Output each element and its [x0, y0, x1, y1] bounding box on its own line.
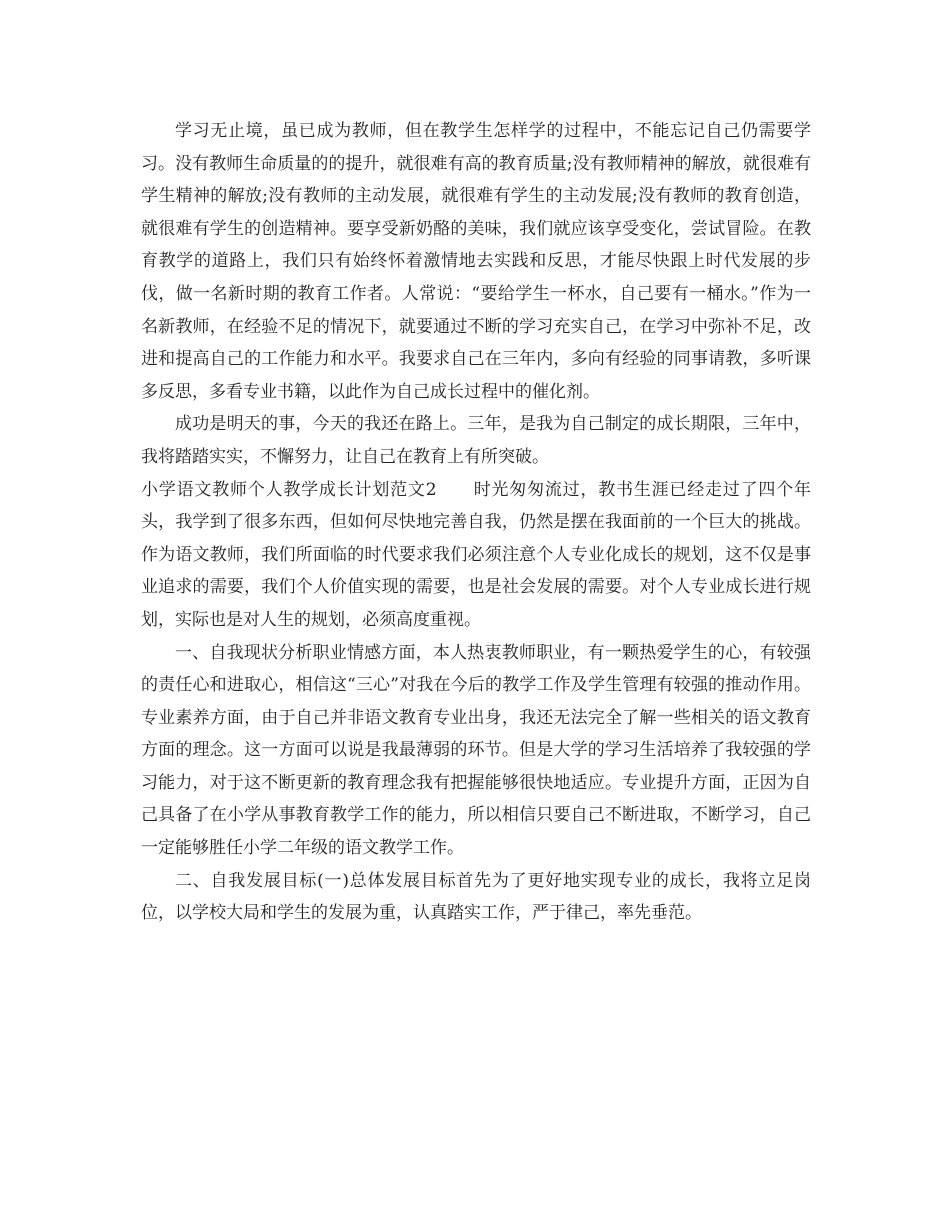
paragraph-plan-2: [141, 474, 811, 637]
paragraph-learning: 学习无止境，虽已成为教师，但在教学生怎样学的过程中，不能忘记自己仍需要学习。没有教师生命质量的的提升，就很难有高的教育质量;没有教师精神的解放，就很难有学生精神的解放;没有教师的主动发展，就很难有学生的主动发展;没有教师的教育创造，就很难有学生的创造精神。要享受新奶酪的美味，我们就应该享受变化，尝试冒险。在教育教学的道路上，我们只有始终怀着激情地去实践和反思，才能尽快跟上时代发展的步伐，做一名新时期的教育工作者。人常说：“要给学生一杯水，自己要有一桶水。”作为一名新教师，在经验不足的情况下，就要通过不断的学习充实自己，在学习中弥补不足，改进和提高自己的工作能力和水平。我要求自己在三年内，多向有经验的同事请教，多听课多反思，多看专业书籍，以此作为自己成长过程中的催化剂。: [141, 121, 811, 402]
heading-gap: [437, 480, 474, 500]
paragraph-self-analysis: 一、自我现状分析职业情感方面，本人热衷教师职业，有一颗热爱学生的心，有较强的责任心和进取心，相信这“三心”对我在今后的教学工作及学生管理有较强的推动作用。专业素养方面，由于自己并非语文教育专业出身，我还无法完全了解一些相关的语文教育方面的理念。这一方面可以说是我最薄弱的环节。但是大学的学习生活培养了我较强的学习能力，对于这不断更新的教育理念我有把握能够很快地适应。专业提升方面，正因为自己具备了在小学从事教育教学工作的能力，所以相信只要自己不断进取，不断学习，自己一定能够胜任小学二年级的语文教学工作。: [141, 642, 811, 859]
section-heading: 小学语文教师个人教学成长计划范文2: [141, 479, 437, 500]
paragraph-success: 成功是明天的事，今天的我还在路上。三年，是我为自己制定的成长期限，三年中，我将踏踏实实，不懈努力，让自己在教育上有所突破。: [141, 414, 811, 467]
document-body: [141, 115, 811, 930]
paragraph-development-goals: 二、自我发展目标(一)总体发展目标首先为了更好地实现专业的成长，我将立足岗位，以学校大局和学生的发展为重，认真踏实工作，严于律己，率先垂范。: [141, 870, 811, 924]
paragraph-plan-2-text: 时光匆匆流过，教书生涯已经走过了四个年头，我学到了很多东西，但如何尽快地完善自我，仍然是摆在我面前的一个巨大的挑战。作为语文教师，我们所面临的时代要求我们必须注意个人专业化成长的规划，这不仅是事业追求的需要，我们个人价值实现的需要，也是社会发展的需要。对个人专业成长进行规划，实际也是对人生的规划，必须高度重视。: [141, 479, 811, 630]
